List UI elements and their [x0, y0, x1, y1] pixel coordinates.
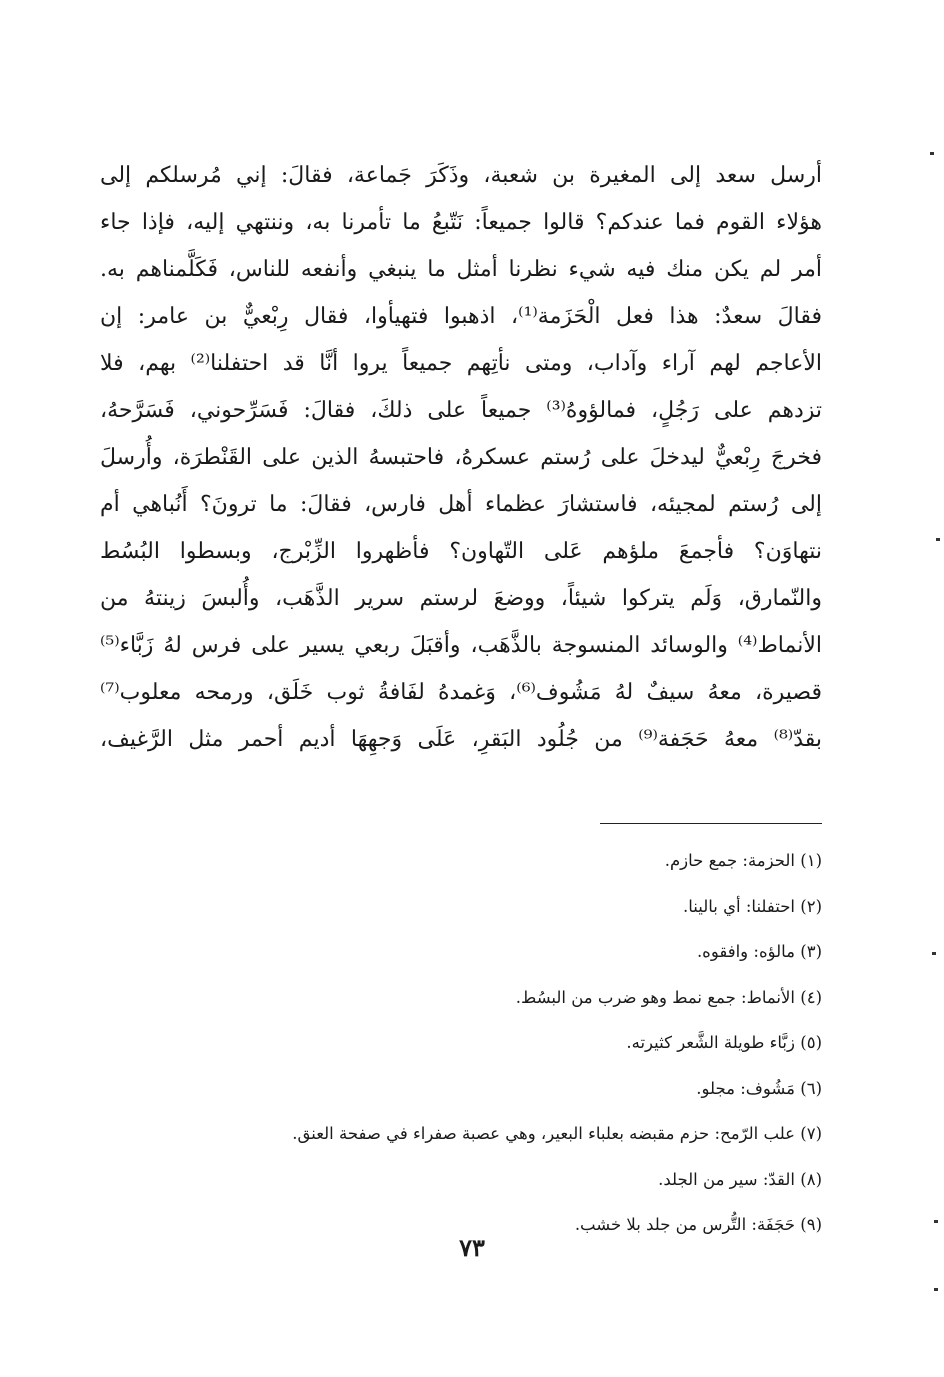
text-line: هؤلاء القوم فما عندكم؟ قالوا جميعاً: نَتّبعُ ما تأمرنا به، وننتهي إليه، فإذا جاء — [100, 210, 822, 235]
main-text-block — [100, 152, 822, 763]
footnote: (٦) مَشُوف: مجلو. — [696, 1078, 822, 1098]
scan-mark — [930, 152, 934, 155]
text-line: أمر لم يكن منك فيه شيء نظرنا أمثل ما ينبغي وأنفعه للناس، فَكَلَّمناهم به. — [100, 257, 822, 282]
footnote: (٩) حَجَفَة: التُّرس من جلد بلا خشب. — [574, 1215, 822, 1234]
footnote: (١) الحزمة: جمع حازم. — [664, 851, 822, 870]
scan-mark — [932, 952, 936, 955]
page-number: ٧٣ — [459, 1233, 485, 1262]
text-line: الأعاجم لهم آراء وآداب، ومتى نأتِهم جميعاً يروا أنَّا قد احتفلنا⁽²⁾ بهم، فلا — [100, 351, 822, 376]
scan-mark — [936, 538, 940, 541]
footnote-separator — [600, 823, 822, 824]
scan-mark — [934, 1288, 938, 1291]
footnote: (٢) احتفلنا: أي بالينا. — [683, 896, 822, 916]
text-line: والنّمارق، وَلَم يتركوا شيئاً، ووضعَ لرستم سرير الذَّهَب، وأُلبسَ زينتهُ من — [100, 586, 822, 611]
footnotes-block — [200, 838, 822, 1248]
text-line: فخرجَ رِبْعيٌّ ليدخلَ على رُستم عسكرهُ، فاحتبسهُ الذين على القَنْطرَة، وأُرسلَ — [100, 445, 822, 470]
footnote: (٧) علب الرّمح: حزم مقبضه بعلباء البعير، وهي عصبة صفراء في صفحة العنق. — [292, 1124, 822, 1143]
footnote: (٤) الأنماط: جمع نمط وهو ضرب من البسُط. — [515, 987, 822, 1007]
text-line: الأنماط⁽⁴⁾ والوسائد المنسوجة بالذَّهَب، وأقبَلَ ربعي يسير على فرس لهُ زَبَّاء⁽⁵⁾ — [100, 633, 822, 658]
text-line: تزدهم على رَجُلٍ، فمالؤوهُ⁽³⁾ جميعاً على ذلكَ، فقالَ: فَسَرِّحوني، فَسَرَّحهُ، — [100, 398, 822, 423]
footnote: (٣) مالؤه: وافقوه. — [696, 942, 822, 961]
text-line: بقدّ⁽⁸⁾ معهُ حَجَفة⁽⁹⁾ من جُلُود البَقرِ، عَلَى وَجهِهَا أديم أحمر مثل الرَّغيف، — [100, 727, 822, 752]
footnote: (٨) القدّ: سير من الجلد. — [658, 1169, 822, 1189]
scan-mark — [934, 1220, 938, 1223]
text-line: أرسل سعد إلى المغيرة بن شعبة، وذَكَرَ جَماعة، فقالَ: إني مُرسلكم إلى — [100, 163, 822, 188]
footnote: (٥) زبَّاء طويلة الشَّعر كثيرته. — [626, 1033, 822, 1052]
text-line: قصيرة، معهُ سيفٌ لهُ مَشُوف⁽⁶⁾، وَغمدهُ لفَافةُ ثوب خَلَق، ورمحه معلوب⁽⁷⁾ — [100, 680, 822, 705]
text-line: نتهاوَن؟ فأجمعَ ملؤهم عَلى التّهاون؟ فأظهروا الزِّبْرج، وبسطوا البُسُط — [100, 539, 822, 564]
text-line: فقالَ سعدٌ: هذا فعل الْحَزَمة⁽¹⁾، اذهبوا فتهيأوا، فقال رِبْعيٌّ بن عامر: إن — [100, 304, 822, 329]
text-line: إلى رُستم لمجيئه، فاستشارَ عظماء أهل فارس، فقالَ: ما ترونَ؟ أَنُباهي أم — [100, 492, 822, 517]
